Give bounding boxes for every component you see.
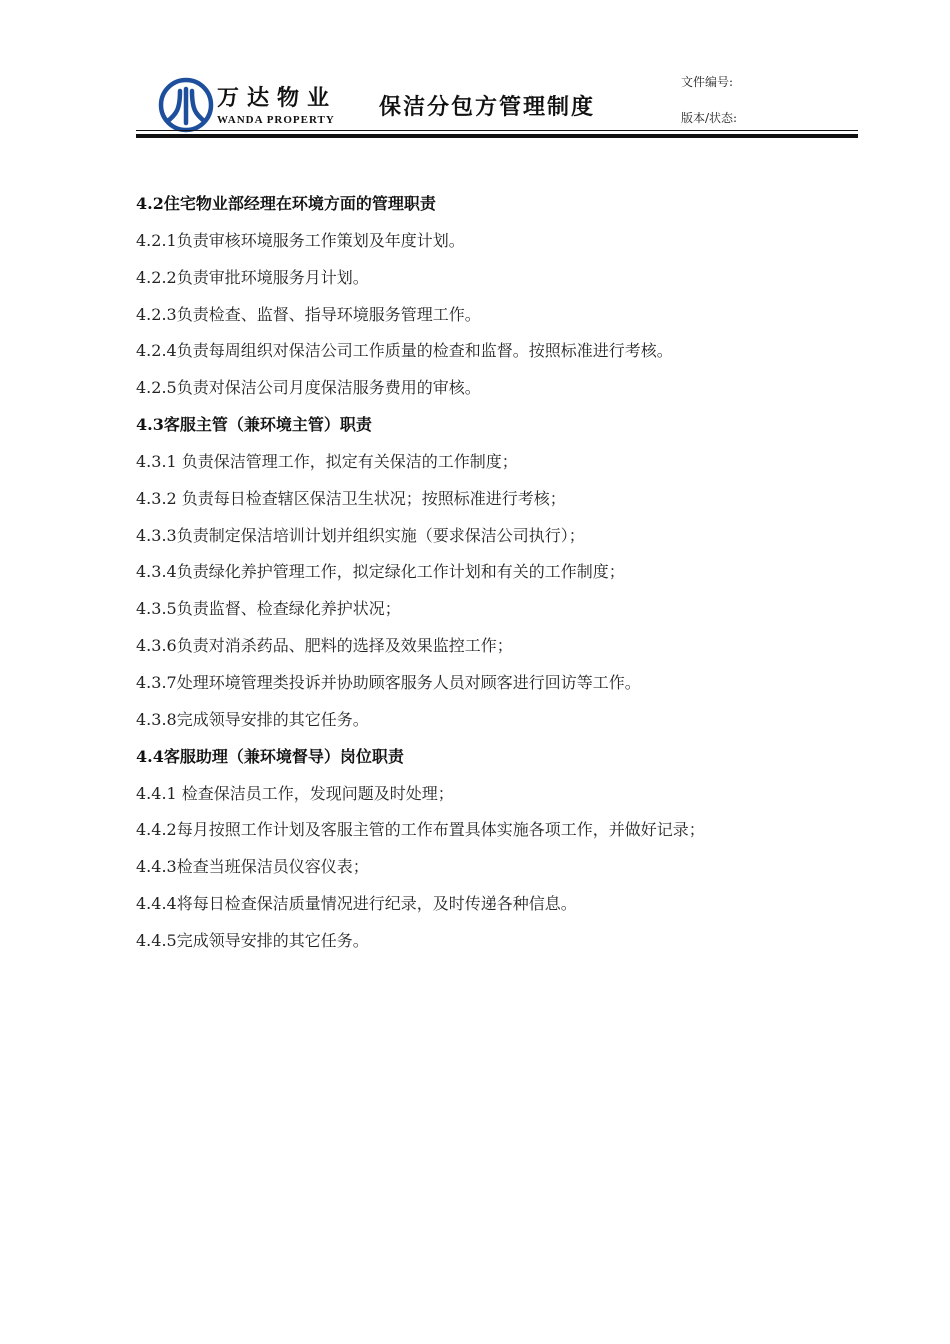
section-heading: 4.3客服主管（兼环境主管）职责 — [136, 415, 372, 435]
clause-line: 4.3.8完成领导安排的其它任务。 — [136, 709, 369, 729]
clause-line: 4.3.5负责监督、检查绿化养护状况； — [136, 599, 401, 619]
clause-line: 4.2.2负责审批环境服务月计划。 — [136, 267, 369, 287]
header-rule-thick — [136, 134, 858, 138]
clause-line: 4.4.4将每日检查保洁质量情况进行纪录，及时传递各种信息。 — [136, 894, 577, 914]
header-rule-thin — [136, 130, 858, 131]
section-heading: 4.4客服助理（兼环境督导）岗位职责 — [136, 746, 404, 766]
section-heading: 4.2住宅物业部经理在环境方面的管理职责 — [136, 194, 436, 213]
document-title: 保洁分包方管理制度 — [379, 94, 596, 120]
clause-line: 4.3.1 负责保洁管理工作，拟定有关保洁的工作制度； — [136, 451, 518, 471]
clause-line: 4.4.2每月按照工作计划及客服主管的工作布置具体实施各项工作，并做好记录； — [136, 820, 705, 840]
clause-line: 4.4.1 检查保洁员工作，发现问题及时处理； — [136, 783, 454, 803]
doc-code-label: 文件编号: — [681, 75, 734, 89]
clause-line: 4.4.5完成领导安排的其它任务。 — [136, 930, 369, 950]
document-header — [136, 56, 858, 140]
version-status-label: 版本/状态: — [681, 111, 738, 125]
clause-line: 4.2.3负责检查、监督、指导环境服务管理工作。 — [136, 304, 481, 324]
clause-line: 4.3.4负责绿化养护管理工作，拟定绿化工作计划和有关的工作制度； — [136, 562, 625, 582]
clause-line: 4.2.1负责审核环境服务工作策划及年度计划。 — [136, 230, 465, 250]
clause-line: 4.3.2 负责每日检查辖区保洁卫生状况；按照标准进行考核； — [136, 488, 566, 508]
brand-name-english: WANDA PROPERTY — [217, 114, 335, 126]
wanda-logo-icon — [158, 77, 214, 133]
clause-line: 4.3.3负责制定保洁培训计划并组织实施（要求保洁公司执行）； — [136, 525, 585, 545]
clause-line: 4.3.6负责对消杀药品、肥料的选择及效果监控工作； — [136, 636, 513, 656]
brand-name-chinese: 万达物业 — [217, 85, 338, 111]
clause-line: 4.2.5负责对保洁公司月度保洁服务费用的审核。 — [136, 378, 481, 398]
document-body — [136, 190, 836, 964]
clause-line: 4.4.3检查当班保洁员仪容仪表； — [136, 857, 369, 877]
clause-line: 4.3.7处理环境管理类投诉并协助顾客服务人员对顾客进行回访等工作。 — [136, 672, 641, 692]
clause-line: 4.2.4负责每周组织对保洁公司工作质量的检查和监督。按照标准进行考核。 — [136, 341, 673, 361]
